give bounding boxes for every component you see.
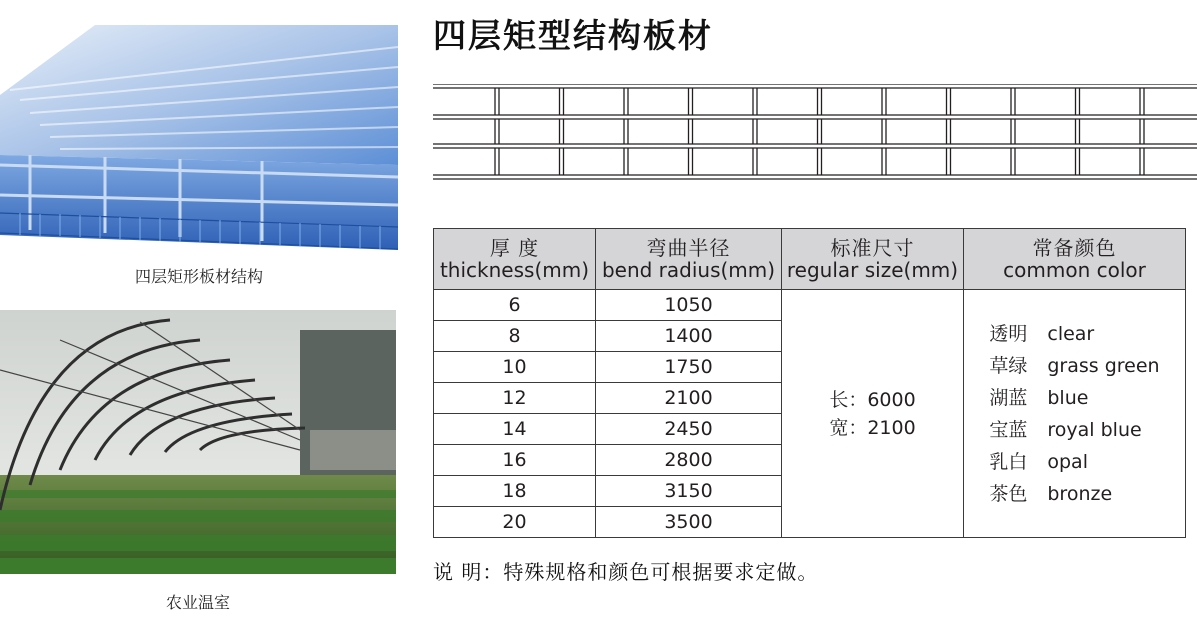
color-zh: 透明	[989, 322, 1028, 345]
color-en: grass green	[1047, 354, 1160, 377]
radius-cell: 1400	[596, 321, 782, 352]
thickness-cell: 12	[434, 383, 596, 414]
header-thickness-zh: 厚 度	[489, 236, 540, 260]
color-item	[989, 350, 1159, 382]
radius-cell: 3500	[596, 507, 782, 538]
color-en: royal blue	[1047, 418, 1142, 441]
color-en: opal	[1047, 450, 1088, 473]
thickness-cell: 16	[434, 445, 596, 476]
header-thickness-en: thickness(mm)	[439, 258, 590, 282]
sheet-structure-caption: 四层矩形板材结构	[134, 267, 263, 286]
radius-cell: 1050	[596, 290, 782, 321]
color-zh: 宝蓝	[989, 418, 1028, 441]
radius-cell: 2450	[596, 414, 782, 445]
radius-cell: 1750	[596, 352, 782, 383]
color-en: blue	[1047, 386, 1089, 409]
color-en: bronze	[1047, 482, 1113, 505]
four-layer-structure-diagram	[433, 84, 1197, 180]
thickness-cell: 6	[434, 290, 596, 321]
common-color-cell	[964, 290, 1186, 538]
header-regular-size	[782, 229, 964, 290]
thickness-cell: 14	[434, 414, 596, 445]
color-item	[989, 382, 1159, 414]
specification-table	[433, 228, 1186, 538]
header-common-color-en: common color	[1003, 258, 1146, 282]
regular-size-cell	[782, 290, 964, 538]
header-bend-radius-en: bend radius(mm)	[601, 258, 776, 282]
header-thickness	[434, 229, 596, 290]
thickness-cell: 20	[434, 507, 596, 538]
size-length: 长：6000	[829, 388, 916, 411]
radius-cell: 2800	[596, 445, 782, 476]
header-regular-size-zh: 标准尺寸	[830, 236, 915, 260]
color-zh: 乳白	[989, 450, 1028, 473]
color-zh: 茶色	[989, 482, 1028, 505]
page-title: 四层矩型结构板材	[433, 16, 713, 55]
color-item	[989, 414, 1159, 446]
sheet-structure-photo	[0, 5, 398, 255]
note-text: 说 明：特殊规格和颜色可根据要求定做。	[433, 560, 819, 584]
thickness-cell: 18	[434, 476, 596, 507]
header-bend-radius-zh: 弯曲半径	[646, 236, 731, 260]
color-zh: 湖蓝	[989, 386, 1028, 409]
size-width: 宽：2100	[829, 416, 916, 439]
header-regular-size-en: regular size(mm)	[786, 258, 959, 282]
color-zh: 草绿	[989, 354, 1028, 377]
color-item	[989, 318, 1159, 350]
radius-cell: 2100	[596, 383, 782, 414]
thickness-cell: 10	[434, 352, 596, 383]
color-en: clear	[1047, 322, 1095, 345]
thickness-cell: 8	[434, 321, 596, 352]
header-common-color	[964, 229, 1186, 290]
color-item	[989, 446, 1159, 478]
greenhouse-photo	[0, 310, 396, 574]
table-row	[434, 290, 1186, 321]
color-item	[989, 478, 1159, 510]
greenhouse-caption: 农业温室	[165, 593, 230, 612]
radius-cell: 3150	[596, 476, 782, 507]
header-common-color-zh: 常备颜色	[1032, 236, 1117, 260]
header-bend-radius	[596, 229, 782, 290]
